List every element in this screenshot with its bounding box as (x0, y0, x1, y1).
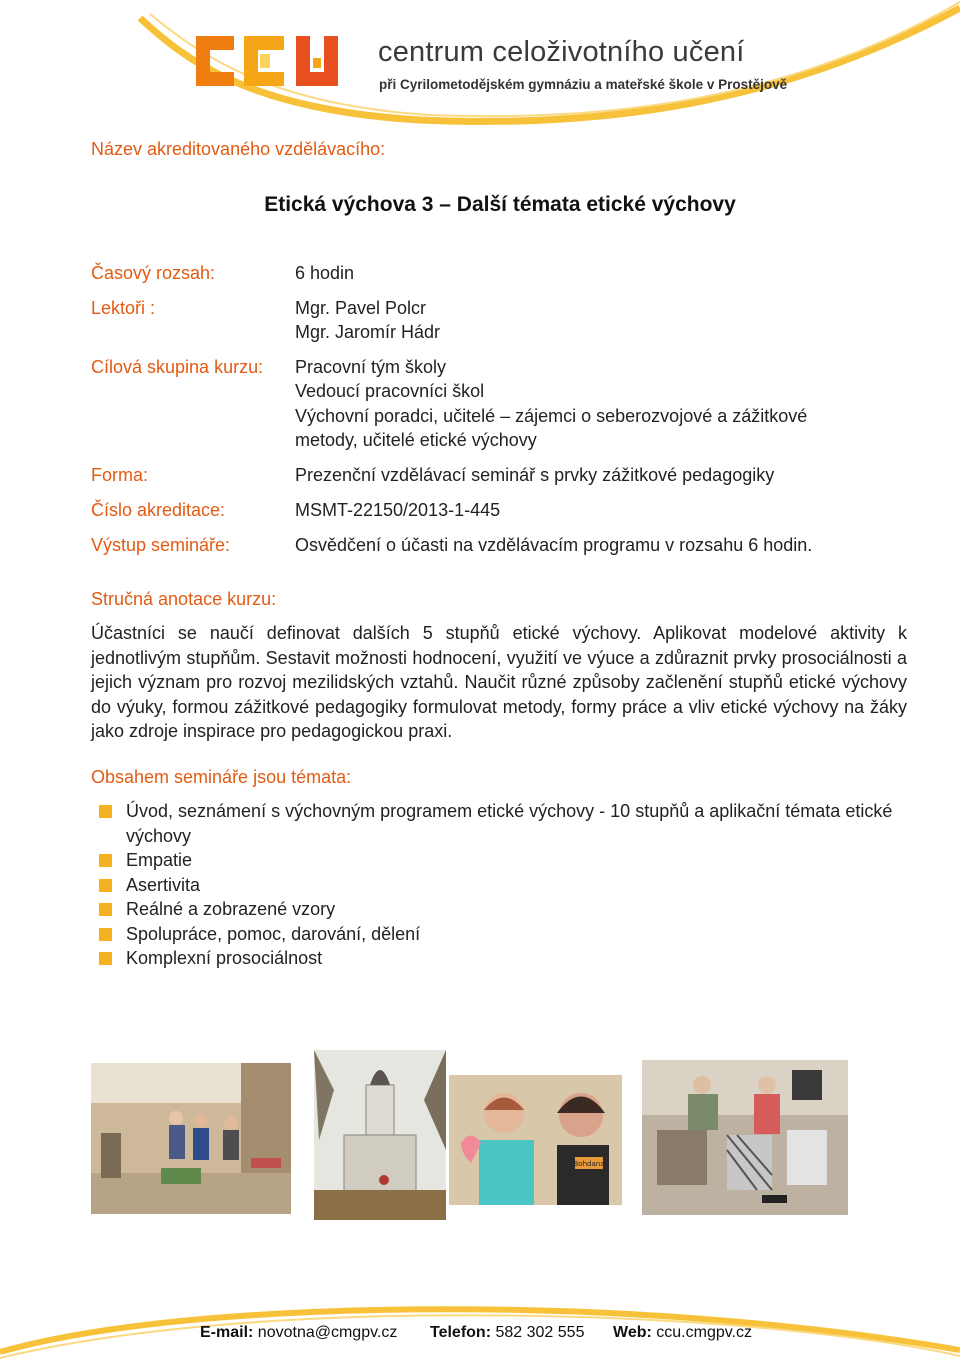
brand-subtitle: při Cyrilometodějském gymnáziu a mateřské škole v Prostějově (379, 77, 788, 92)
target-group-4: metody, učitelé etické výchovy (295, 430, 537, 450)
bullet-square-icon (99, 879, 112, 892)
photo-group-activity (91, 1063, 291, 1214)
duration-label: Časový rozsah: (91, 263, 216, 283)
bullet-square-icon (99, 952, 112, 965)
web-value[interactable]: ccu.cmgpv.cz (656, 1324, 752, 1341)
target-group-label: Cílová skupina kurzu: (91, 357, 264, 377)
target-group-3: Výchovní poradci, učitelé – zájemci o seberozvojové a zážitkové (295, 406, 808, 426)
lecturer-2: Mgr. Jaromír Hádr (295, 322, 441, 342)
list-item (99, 922, 909, 947)
output-label: Výstup semináře: (91, 535, 231, 555)
target-group-2: Vedoucí pracovníci škol (295, 381, 485, 401)
topic-text: Reálné a zobrazené vzory (126, 899, 336, 919)
phone-label: Telefon: (430, 1324, 492, 1341)
topic-text: Komplexní prosociálnost (126, 948, 323, 968)
form-value: Prezenční vzdělávací seminář s prvky zážitkové pedagogiky (295, 465, 775, 485)
bullet-square-icon (99, 805, 112, 818)
footer-web (613, 1324, 752, 1342)
target-group-1: Pracovní tým školy (295, 357, 447, 377)
list-item (99, 897, 909, 922)
email-value[interactable]: novotna@cmgpv.cz (257, 1324, 398, 1341)
duration-value: 6 hodin (295, 263, 355, 283)
list-item (99, 848, 909, 873)
annotation-text (91, 621, 907, 744)
form-label: Forma: (91, 465, 149, 485)
photo-two-women (449, 1075, 622, 1205)
list-item (99, 873, 909, 898)
photo-floor-activity (642, 1060, 848, 1215)
footer-phone (430, 1324, 584, 1342)
accreditation-value: MSMT-22150/2013-1-445 (295, 500, 501, 520)
topic-text: Úvod, seznámení s výchovným programem etické výchovy - 10 stupňů a aplikační témata etické výchovy (126, 801, 893, 846)
lecturer-1: Mgr. Pavel Polcr (295, 298, 427, 318)
photo-church (314, 1050, 446, 1220)
output-value: Osvědčení o účasti na vzdělávacím programu v rozsahu 6 hodin. (295, 535, 813, 555)
topics-list (99, 799, 909, 971)
ccu-logo (192, 28, 356, 94)
bullet-square-icon (99, 854, 112, 867)
topic-text: Spolupráce, pomoc, darování, dělení (126, 923, 421, 944)
topic-text: Empatie (126, 850, 193, 870)
topic-text: Asertivita (126, 874, 201, 895)
web-label: Web: (613, 1324, 652, 1341)
annotation-label: Stručná anotace kurzu: (91, 589, 277, 609)
bullet-square-icon (99, 903, 112, 916)
footer-email (200, 1324, 397, 1342)
course-title: Etická výchova 3 – Další témata etické výchovy (264, 193, 736, 216)
annotation-paragraph: Účastníci se naučí definovat dalších 5 stupňů etické výchovy. Aplikovat modelové aktivity k jednotlivým stupňům. Sestavit možnosti hodnocení, využití ve výuce a zdůraznit prvky prosociálnosti a jejich význam pro rozvoj mezilidských vztahů. Naučit různé způsoby začlenění stupňů etické výchovy do výuky, formou zážitkové pedagogiky formulovat metody, formy práce a vliv etické výchovy na žáky jako zdroje inspirace pro pedagogickou praxi. (91, 623, 907, 741)
lecturers-label: Lektoři : (91, 298, 156, 318)
course-name-label: Název akreditovaného vzdělávacího: (91, 139, 386, 159)
list-item (99, 799, 909, 848)
bullet-square-icon (99, 928, 112, 941)
list-item (99, 946, 909, 971)
email-label: E-mail: (200, 1324, 254, 1341)
name-badge: Bohdana (573, 1160, 605, 1168)
topics-label: Obsahem semináře jsou témata: (91, 767, 352, 787)
header-wave-decoration (0, 0, 960, 140)
phone-value: 582 302 555 (495, 1324, 585, 1341)
brand-title: centrum celoživotního učení (378, 36, 745, 68)
accreditation-label: Číslo akreditace: (91, 500, 226, 520)
